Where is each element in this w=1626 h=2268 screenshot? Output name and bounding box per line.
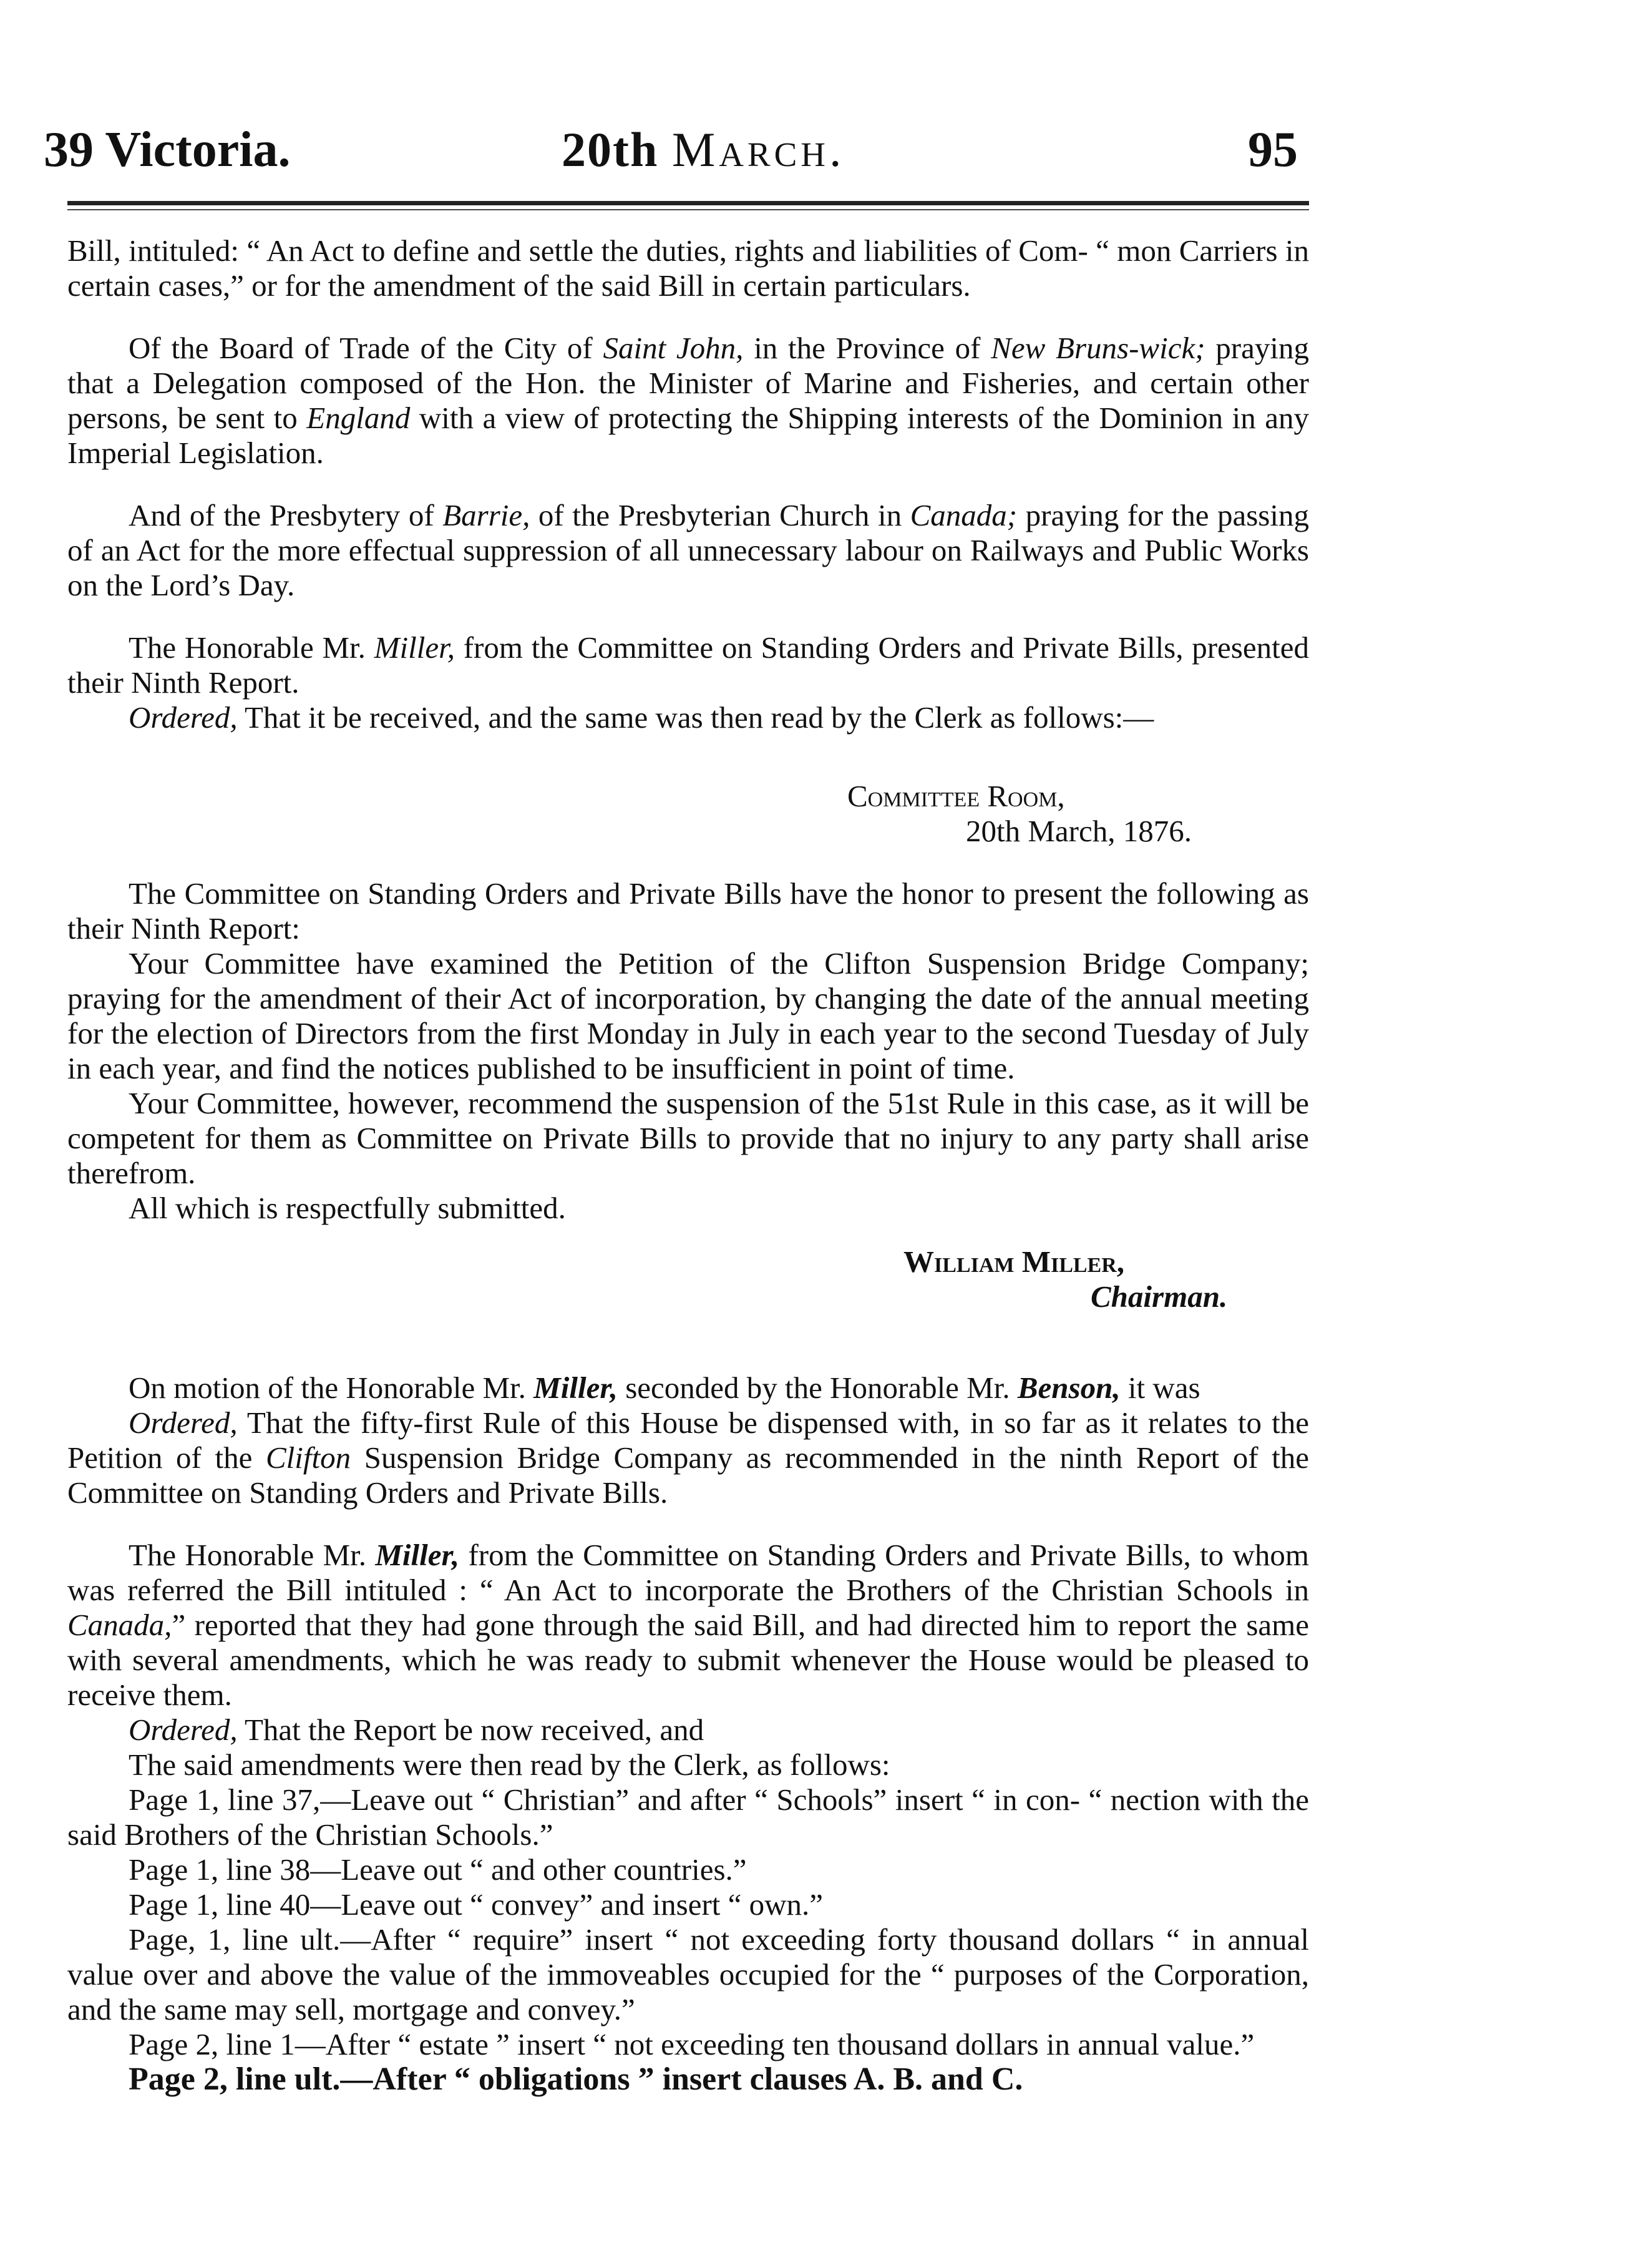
regnal-year: 39 Victoria. — [44, 122, 291, 177]
page-number: 95 — [1248, 122, 1298, 177]
text-run: from the Committee on Standing Orders and Private Bills, presented their Ninth Report. — [67, 630, 1309, 700]
ordered-label: Ordered, — [129, 700, 238, 735]
bill-report — [67, 1538, 1309, 1713]
ninth-report-presented — [67, 630, 1309, 700]
signatory-name: William Miller, — [903, 1244, 1125, 1279]
committee-dateline — [847, 779, 1309, 849]
amendment-item: Page 1, line 38—Leave out “ and other countries.” — [129, 1852, 747, 1887]
place-name: New Bruns-wick; — [991, 331, 1205, 365]
motion — [67, 1371, 1309, 1405]
place-name: Canada; — [910, 498, 1018, 532]
text-run: The Honorable Mr. — [129, 1538, 376, 1572]
amendment-item: Page, 1, line ult.—After “ require” insert “ not exceeding forty thousand dollars “ in annual value over and above the value of the immoveables occupied for the “ purposes of the Corporation, and the same may sell, mortgage and convey.” — [67, 1922, 1309, 2026]
text-run: That the Report be now received, and — [237, 1713, 704, 1747]
text-run: That it be received, and the same was then read by the Clerk as follows:— — [237, 700, 1154, 735]
text-run: On motion of the Honorable Mr. — [129, 1371, 534, 1405]
amendments-intro: The said amendments were then read by the Clerk, as follows: — [129, 1747, 890, 1782]
bill-continuation: Bill, intituled: “ An Act to define and settle the duties, rights and liabilities of Com- “ mon Carriers in certain cases,” or for the amendment of the said Bill in certain particulars. — [67, 233, 1309, 303]
company-name: Clifton — [265, 1440, 351, 1475]
amendment-item: Page 2, line ult.—After “ obligations ” insert clauses A. B. and C. — [129, 2061, 1023, 2097]
place-name: England — [306, 401, 411, 435]
place-name: Saint John, — [603, 331, 744, 365]
member-name: Miller, — [375, 1538, 460, 1572]
journal-body — [67, 233, 1309, 2097]
signatory-role: Chairman. — [1091, 1279, 1228, 1314]
text-run: seconded by the Honorable Mr. — [617, 1371, 1018, 1405]
text-run: ” reported that they had gone through the said Bill, and had directed him to report the same with several amendments, which he was ready to submit whenever the House would be pleased to receive them. — [67, 1608, 1309, 1712]
report-recommendation: Your Committee, however, recommend the suspension of the 51st Rule in this case, as it will be competent for them as Committee on Private Bills to provide that no injury to any party shall arise therefrom. — [67, 1086, 1309, 1190]
text-run: with a view of protecting the Shipping interests of the Dominion in any Imperial Legislation. — [67, 401, 1309, 470]
petition-presbytery — [67, 498, 1309, 603]
text-run: That the fifty-first Rule of this House be dispensed with, in so far as it relates to the Petition of the — [67, 1405, 1309, 1475]
text-run: The Honorable Mr. — [129, 630, 374, 665]
text-run: in the Province of — [743, 331, 991, 365]
report-intro: The Committee on Standing Orders and Private Bills have the honor to present the following as their Ninth Report: — [67, 876, 1309, 946]
amendment-item: Page 1, line 37,—Leave out “ Christian” and after “ Schools” insert “ in con- “ nection with the said Brothers of the Christian Schools.” — [67, 1782, 1309, 1852]
member-name: Miller, — [533, 1371, 618, 1405]
text-run: Of the Board of Trade of the City of — [129, 331, 603, 365]
text-run: from the Committee on Standing Orders and Private Bills, to whom was referred the Bill intituled : “ An Act to incorporate the Brothers of the Christian Schools in — [67, 1538, 1309, 1607]
text-run: And of the Presbytery of — [129, 498, 443, 532]
ordered-label: Ordered, — [129, 1405, 238, 1440]
bill-report-order — [67, 1713, 1309, 1747]
header-date-month: March. — [671, 122, 845, 177]
member-name: Benson, — [1017, 1371, 1121, 1405]
committee-date: 20th March, 1876. — [966, 814, 1192, 848]
report-body: Your Committee have examined the Petition of the Clifton Suspension Bridge Company; praying for the amendment of their Act of incorporation, by changing the date of the annual meeting for the election of Directors from the first Monday in July in each year to the second Tuesday of July in each year, and find the notices published to be insufficient in point of time. — [67, 946, 1309, 1085]
text-run: Suspension Bridge Company as recommended in the ninth Report of the Committee on Standing Orders and Private Bills. — [67, 1440, 1309, 1510]
place-name: Canada, — [67, 1608, 172, 1642]
text-run: praying that a Delegation composed of the Hon. the Minister of Marine and Fisheries, and certain other persons, be sent to — [67, 331, 1309, 435]
order-received — [67, 700, 1309, 735]
ordered-label: Ordered, — [129, 1713, 238, 1747]
text-run: it was — [1120, 1371, 1200, 1405]
text-run: of the Presbyterian Church in — [530, 498, 910, 532]
header-rule — [67, 201, 1309, 210]
amendment-item: Page 1, line 40—Leave out “ convey” and insert “ own.” — [129, 1887, 824, 1922]
report-closing: All which is respectfully submitted. — [129, 1191, 566, 1225]
amendment-item: Page 2, line 1—After “ estate ” insert “ not exceeding ten thousand dollars in annual value.” — [129, 2027, 1255, 2061]
header-date — [562, 119, 845, 181]
member-name: Miller, — [374, 630, 455, 665]
page-header — [0, 94, 1626, 193]
committee-room: Committee Room, — [847, 779, 1065, 813]
signature-block — [903, 1244, 1309, 1314]
petition-board-of-trade — [67, 331, 1309, 471]
header-date-day: 20th — [562, 122, 672, 177]
motion-order — [67, 1405, 1309, 1510]
text-run: praying for the passing of an Act for the more effectual suppression of all unnecessary labour on Railways and Public Works on the Lord’s Day. — [67, 498, 1309, 602]
place-name: Barrie, — [442, 498, 530, 532]
